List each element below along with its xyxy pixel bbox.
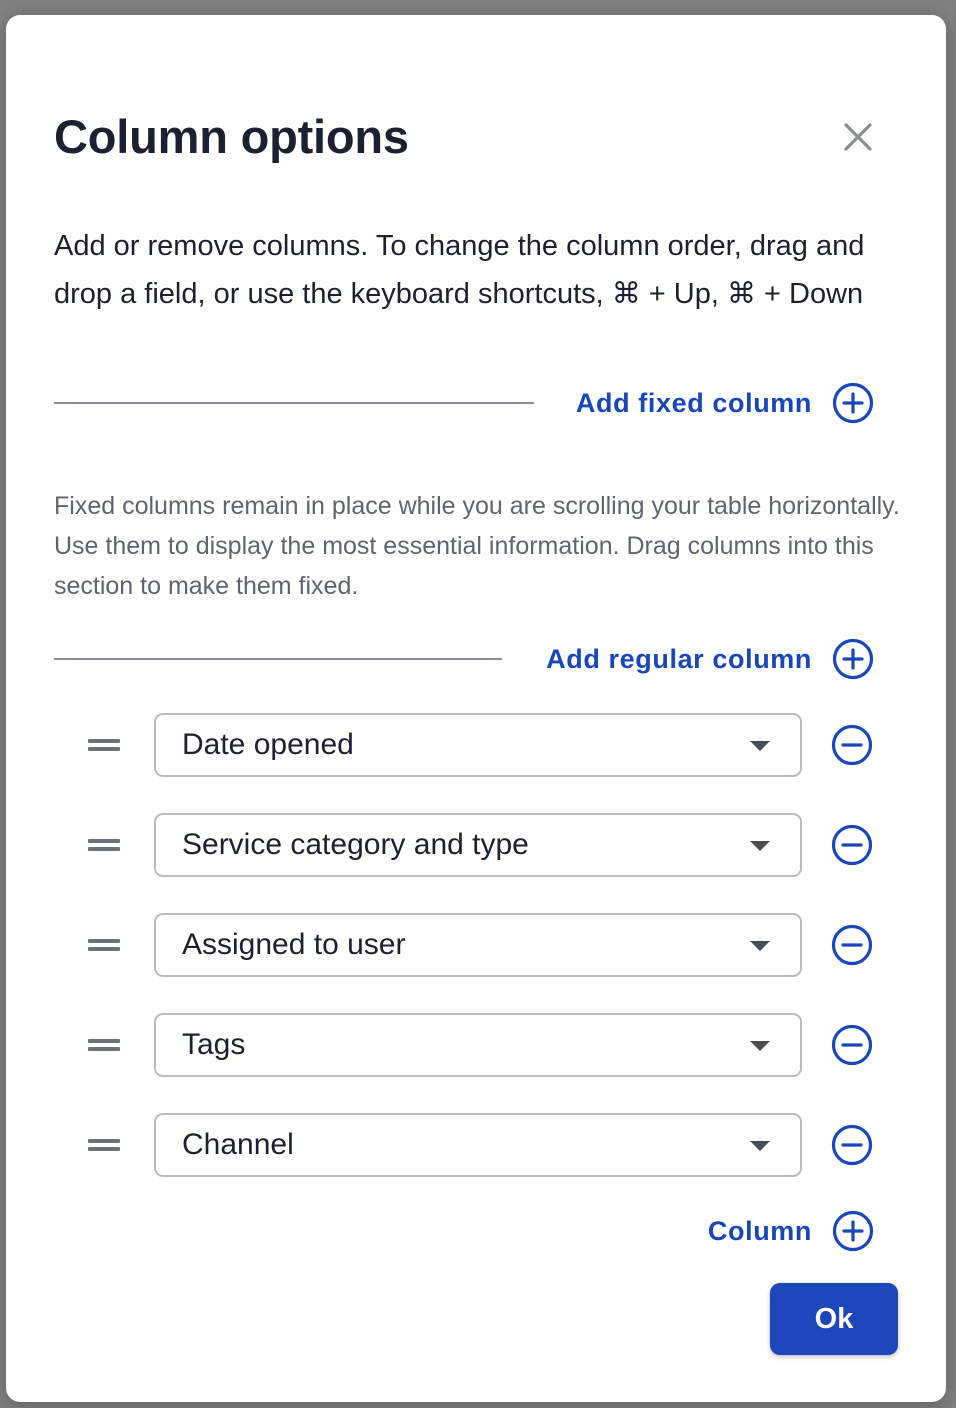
column-options-dialog: [6, 15, 946, 1402]
column-select-value: Assigned to user: [182, 928, 406, 961]
minus-circle-icon: [831, 924, 873, 966]
column-select[interactable]: [154, 913, 802, 977]
column-select-value: Date opened: [182, 728, 354, 761]
column-select[interactable]: [154, 813, 802, 877]
close-button[interactable]: [836, 115, 880, 159]
column-select-value: Service category and type: [182, 828, 529, 861]
drag-handle-icon[interactable]: [88, 1137, 120, 1153]
add-column-row: [54, 1209, 874, 1253]
dialog-description: Add or remove columns. To change the column order, drag and drop a field, or use the keyboard shortcuts, ⌘ + Up, ⌘ + Down: [54, 230, 865, 310]
ok-button[interactable]: Ok: [770, 1283, 898, 1355]
column-select[interactable]: [154, 713, 802, 777]
caret-down-icon: [750, 741, 770, 751]
remove-column-button[interactable]: [831, 1124, 873, 1166]
column-select[interactable]: [154, 1113, 802, 1177]
minus-circle-icon: [831, 1024, 873, 1066]
regular-columns-header: [54, 637, 874, 681]
plus-circle-icon: [832, 1210, 874, 1252]
column-select-value: Tags: [182, 1028, 246, 1061]
plus-circle-icon: [832, 638, 874, 680]
caret-down-icon: [750, 1141, 770, 1151]
minus-circle-icon: [831, 1124, 873, 1166]
dialog-title: Column options: [54, 110, 409, 163]
column-row: [6, 1013, 946, 1077]
caret-down-icon: [750, 1041, 770, 1051]
add-fixed-column-button[interactable]: [576, 381, 874, 425]
minus-circle-icon: [831, 824, 873, 866]
add-regular-column-button[interactable]: [546, 637, 874, 681]
remove-column-button[interactable]: [831, 824, 873, 866]
drag-handle-icon[interactable]: [88, 837, 120, 853]
add-column-button[interactable]: [708, 1209, 874, 1253]
minus-circle-icon: [831, 724, 873, 766]
column-row: [6, 1113, 946, 1177]
caret-down-icon: [750, 941, 770, 951]
add-regular-column-label: Add regular column: [546, 643, 812, 674]
column-row: [6, 713, 946, 777]
drag-handle-icon[interactable]: [88, 1037, 120, 1053]
caret-down-icon: [750, 841, 770, 851]
column-row: [6, 913, 946, 977]
section-divider: [54, 658, 502, 660]
section-divider: [54, 402, 534, 404]
column-row: [6, 813, 946, 877]
column-select[interactable]: [154, 1013, 802, 1077]
plus-circle-icon: [832, 382, 874, 424]
remove-column-button[interactable]: [831, 1024, 873, 1066]
close-icon: [836, 115, 880, 159]
add-column-label: Column: [707, 1215, 812, 1246]
drag-handle-icon[interactable]: [88, 937, 120, 953]
drag-handle-icon[interactable]: [88, 737, 120, 753]
fixed-columns-header: [54, 381, 874, 425]
column-select-value: Channel: [182, 1128, 294, 1161]
remove-column-button[interactable]: [831, 924, 873, 966]
fixed-columns-note: Fixed columns remain in place while you are scrolling your table horizontally. Use them to display the most essential information. Drag columns into this section to make them fixed.: [54, 492, 900, 600]
add-fixed-column-label: Add fixed column: [575, 387, 812, 418]
remove-column-button[interactable]: [831, 724, 873, 766]
